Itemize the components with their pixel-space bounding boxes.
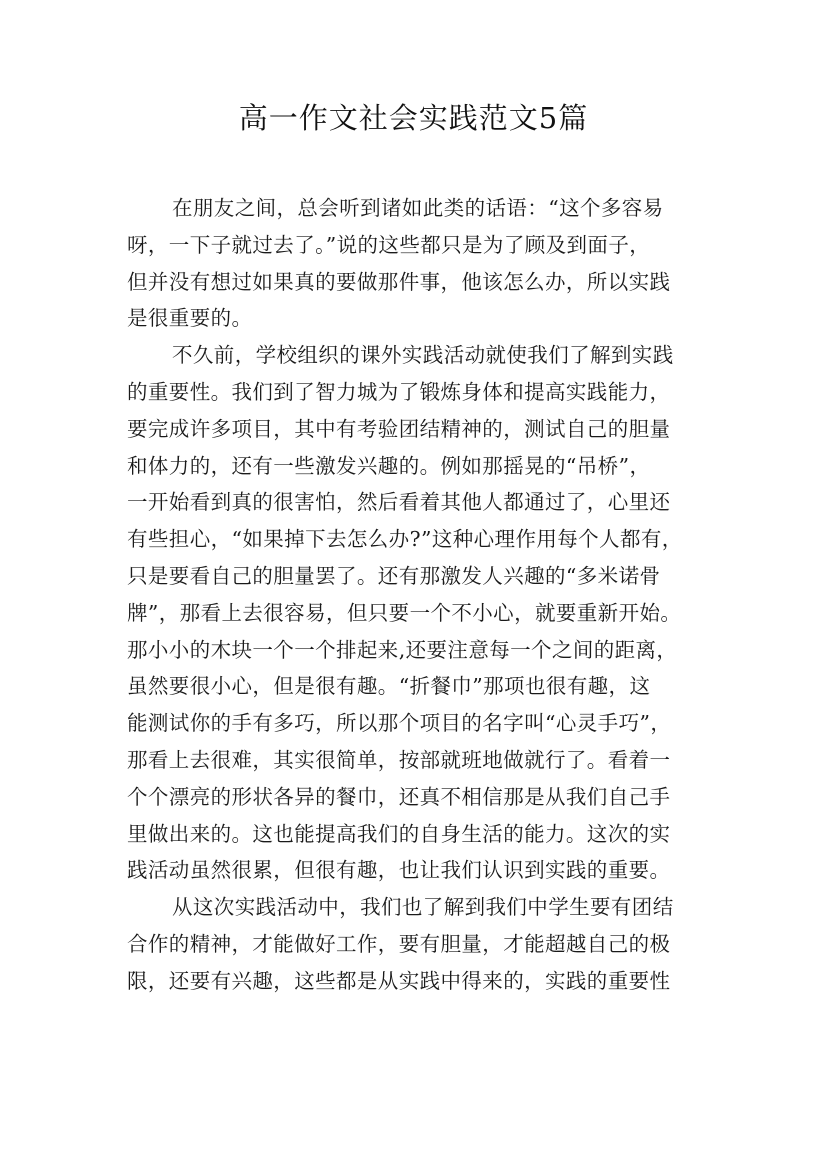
paragraph-line: 但并没有想过如果真的要做那件事，他该怎么办，所以实践 bbox=[127, 269, 671, 294]
paragraph-line: 牌”，那看上去很容易，但只要一个不小心，就要重新开始。 bbox=[127, 600, 682, 625]
document-title: 高一作文社会实践范文5篇 bbox=[238, 101, 589, 135]
paragraph-line: 限，还要有兴趣，这些都是从实践中得来的，实践的重要性 bbox=[127, 968, 671, 993]
paragraph-line: 不久前，学校组织的课外实践活动就使我们了解到实践 bbox=[172, 343, 674, 368]
paragraph-line: 那小小的木块一个一个排起来,还要注意每一个之间的距离， bbox=[127, 637, 678, 662]
paragraph-line: 从这次实践活动中，我们也了解到我们中学生要有团结 bbox=[172, 895, 674, 920]
paragraph-line: 有些担心，“如果掉下去怎么办?”这种心理作用每个人都有， bbox=[127, 527, 683, 552]
paragraph-line: 能测试你的手有多巧，所以那个项目的名字叫“心灵手巧”， bbox=[127, 711, 672, 736]
paragraph-line: 践活动虽然很累，但很有趣，也让我们认识到实践的重要。 bbox=[127, 858, 671, 883]
paragraph-line: 里做出来的。这也能提高我们的自身生活的能力。这次的实 bbox=[127, 821, 671, 846]
paragraph-line: 一开始看到真的很害怕，然后看着其他人都通过了，心里还 bbox=[127, 490, 671, 515]
paragraph-line: 要完成许多项目，其中有考验团结精神的，测试自己的胆量 bbox=[127, 416, 671, 441]
paragraph-line: 合作的精神，才能做好工作，要有胆量，才能超越自己的极 bbox=[127, 931, 671, 956]
paragraph-line: 虽然要很小心，但是很有趣。“折餐巾”那项也很有趣，这 bbox=[127, 674, 651, 699]
paragraph-line: 是很重要的。 bbox=[127, 306, 253, 331]
document-body bbox=[127, 190, 717, 1000]
paragraph-line: 在朋友之间，总会听到诸如此类的话语：“这个多容易 bbox=[172, 196, 664, 220]
paragraph-line: 那看上去很难，其实很简单，按部就班地做就行了。看着一 bbox=[127, 747, 671, 772]
paragraph-line: 呀，一下子就过去了。”说的这些都只是为了顾及到面子， bbox=[127, 232, 651, 257]
paragraph-line: 只是要看自己的胆量罢了。还有那激发人兴趣的“多米诺骨 bbox=[127, 563, 661, 588]
paragraph-line: 的重要性。我们到了智力城为了锻炼身体和提高实践能力， bbox=[127, 379, 671, 404]
paragraph-line: 和体力的，还有一些激发兴趣的。例如那摇晃的“吊桥”， bbox=[127, 453, 651, 478]
paragraph-line: 个个漂亮的形状各异的餐巾，还真不相信那是从我们自己手 bbox=[127, 784, 671, 809]
